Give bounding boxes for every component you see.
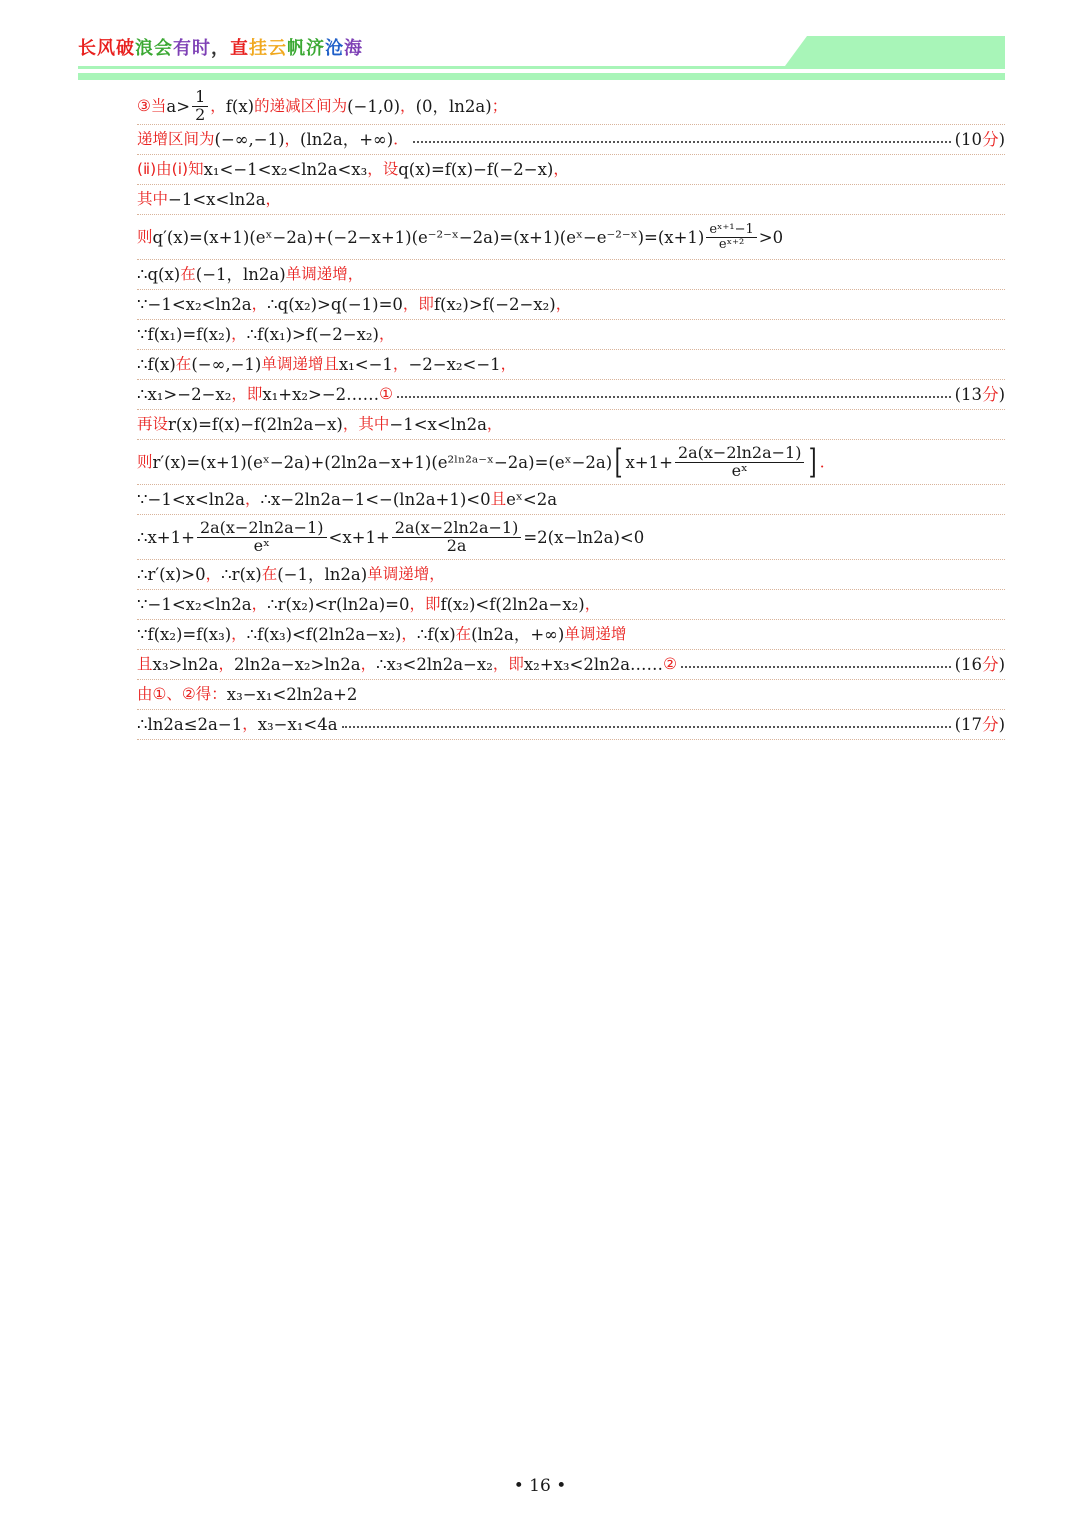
explanation-text: ． — [393, 130, 409, 148]
math-expression: x₁<−1<x₂<ln2a<x₃ — [203, 160, 368, 179]
math-expression: r′(x)=(x+1)(eˣ−2a)+(2ln2a−x+1)(e²ˡⁿ²ᵃ⁻ˣ−2a)=(eˣ−2a) — [152, 452, 613, 472]
math-expression: ∵f(x₁)=f(x₂) — [137, 325, 232, 344]
score-unit: 分 — [982, 655, 999, 674]
math-expression: >0 — [758, 227, 784, 247]
explanation-text: ， — [284, 130, 301, 148]
solution-line — [137, 320, 1005, 350]
motto-char: 时 — [192, 38, 211, 59]
score-close: ) — [998, 385, 1005, 404]
solution-line — [137, 290, 1005, 320]
solution-line — [137, 515, 1005, 560]
explanation-text: ， — [251, 595, 268, 613]
solution-line — [137, 380, 1005, 410]
explanation-text: ， — [486, 415, 503, 433]
motto-char: 长 — [78, 38, 97, 59]
header-rule-thick — [78, 73, 1005, 80]
solution-line — [137, 215, 1005, 260]
fraction — [192, 86, 208, 124]
solution-line — [137, 185, 1005, 215]
math-expression: x₁<−1 — [338, 355, 393, 374]
solution-line — [137, 590, 1005, 620]
motto-char: 直 — [230, 38, 249, 59]
explanation-text: ， — [251, 295, 268, 313]
large-bracket: [ — [614, 442, 623, 482]
math-expression: ∵−1<x₂<ln2a — [137, 295, 252, 314]
explanation-text: 且 — [490, 490, 507, 508]
score-close: ) — [998, 130, 1005, 149]
score-value: (17 — [954, 715, 983, 734]
motto-char: 挂 — [249, 38, 268, 59]
explanation-text: ， — [231, 625, 247, 643]
solution-line — [137, 155, 1005, 185]
score-value: (16 — [954, 655, 983, 674]
page-header — [0, 0, 1080, 90]
math-expression: eˣ<2a — [506, 490, 558, 509]
solution-line — [137, 440, 1005, 485]
math-expression: ∴f(x₁)>f(−2−x₂) — [246, 325, 379, 344]
explanation-text: ， — [245, 490, 261, 508]
fraction-denominator: eˣ⁺² — [718, 236, 745, 252]
math-expression: x₁+x₂>−2…… — [262, 385, 380, 404]
math-expression: ∴q(x) — [137, 265, 181, 284]
math-expression: (−1，ln2a) — [277, 565, 368, 584]
explanation-text: ，即 — [231, 385, 263, 403]
explanation-text: 且 — [137, 655, 153, 673]
score-unit: 分 — [982, 385, 999, 404]
solution-line — [137, 88, 1005, 125]
math-expression: (ln2a，+∞) — [471, 625, 565, 644]
explanation-text: 单调递增 — [564, 625, 627, 643]
solution-line — [137, 680, 1005, 710]
math-expression: (−1,0) — [347, 96, 401, 116]
explanation-text: ② — [663, 655, 677, 673]
header-rule-thin — [78, 66, 1005, 69]
explanation-text: 则 — [137, 227, 153, 246]
explanation-text: ； — [491, 96, 508, 115]
explanation-text: 在 — [261, 565, 278, 583]
explanation-text: ， — [400, 96, 416, 115]
header-motto — [78, 34, 363, 60]
explanation-text: ， — [553, 160, 569, 178]
explanation-text: 单调递增 — [367, 565, 430, 583]
math-expression: ∴x+1+ — [137, 527, 195, 547]
explanation-text: 在 — [455, 625, 472, 643]
dot-leader — [397, 396, 951, 398]
fraction-numerator: 2a(x−2ln2a−1) — [392, 520, 522, 538]
fraction-numerator: eˣ⁺¹−1 — [706, 223, 756, 238]
motto-char: 云 — [268, 38, 287, 59]
explanation-text: ， — [210, 96, 226, 115]
page-number: • 16 • — [513, 1476, 567, 1496]
motto-char: 济 — [306, 38, 325, 59]
explanation-text: ， — [242, 715, 258, 733]
math-expression: (−∞,−1) — [214, 130, 285, 149]
math-expression: f(x₂)>f(−2−x₂) — [433, 295, 556, 314]
explanation-text: 在 — [175, 355, 192, 373]
fraction-denominator: 2 — [195, 104, 206, 124]
math-expression: q(x)=f(x)−f(−2−x) — [398, 160, 554, 179]
explanation-text: ，即 — [492, 655, 524, 673]
explanation-text: ， — [392, 355, 409, 373]
dot-leader — [681, 666, 951, 668]
solution-line — [137, 125, 1005, 155]
motto-char: 沧 — [325, 38, 344, 59]
score-mark — [955, 125, 1005, 154]
solution-line — [137, 260, 1005, 290]
explanation-text: (ⅱ)由(ⅰ)知 — [137, 160, 204, 178]
explanation-text: 单调递增且 — [261, 355, 339, 373]
explanation-text: ， — [231, 325, 247, 343]
explanation-text: 的递减区间为 — [254, 96, 348, 115]
math-expression: (0，ln2a) — [415, 96, 492, 116]
math-expression: x₃−x₁<2ln2a+2 — [226, 685, 358, 704]
explanation-text: 由①、②得： — [137, 685, 227, 703]
score-mark — [955, 710, 1005, 739]
math-expression: r(x)=f(x)−f(2ln2a−x) — [168, 415, 343, 434]
math-expression: ∵−1<x<ln2a — [137, 490, 246, 509]
motto-char: ， — [211, 38, 230, 59]
math-expression: x₂+x₃<2ln2a…… — [523, 655, 664, 674]
explanation-text: 在 — [180, 265, 196, 283]
motto-char: 会 — [154, 38, 173, 59]
math-expression: x+1+ — [625, 452, 673, 472]
explanation-text: ， — [218, 655, 235, 673]
math-expression: (−∞,−1) — [191, 355, 262, 374]
math-expression: ∴r′(x)>0 — [137, 565, 206, 584]
math-expression: ∴f(x) — [416, 625, 456, 644]
explanation-text: ，即 — [402, 295, 434, 313]
math-expression: ∴q(x₂)>q(−1)=0 — [267, 295, 403, 314]
explanation-text: 则 — [137, 452, 153, 471]
explanation-text: ， — [360, 655, 377, 673]
fraction-numerator: 2a(x−2ln2a−1) — [675, 445, 805, 463]
math-expression: =2(x−ln2a)<0 — [523, 527, 645, 547]
score-mark — [955, 380, 1005, 409]
math-expression: ∴r(x) — [221, 565, 262, 584]
score-value: (10 — [954, 130, 983, 149]
explanation-text: ， — [401, 625, 417, 643]
explanation-text: ，设 — [367, 160, 399, 178]
explanation-text: 单调递增 — [285, 265, 348, 283]
math-expression: x₃−x₁<4a — [257, 715, 338, 734]
motto-char: 浪 — [135, 38, 154, 59]
explanation-text: ① — [379, 385, 394, 403]
math-expression: 2ln2a−x₂>ln2a — [234, 655, 361, 674]
math-expression: ∴r(x₂)<r(ln2a)=0 — [267, 595, 410, 614]
explanation-text: 递增区间为 — [137, 130, 215, 148]
explanation-text: ， — [584, 595, 601, 613]
explanation-text: ，即 — [409, 595, 441, 613]
math-expression: ∴ln2a≤2a−1 — [137, 715, 243, 734]
dot-leader — [413, 141, 951, 143]
explanation-text: 其中 — [137, 190, 169, 208]
math-expression: (ln2a，+∞) — [300, 130, 394, 149]
dot-leader — [342, 726, 951, 728]
explanation-text: ③当 — [137, 96, 167, 115]
math-expression: x₃>ln2a — [152, 655, 219, 674]
motto-char: 帆 — [287, 38, 306, 59]
fraction-denominator: eˣ — [731, 460, 748, 480]
motto-char: 有 — [173, 38, 192, 59]
explanation-text: ． — [819, 452, 836, 471]
score-close: ) — [998, 715, 1005, 734]
fraction — [706, 223, 756, 251]
motto-char: 风 — [97, 38, 116, 59]
explanation-text: ， — [347, 265, 364, 283]
explanation-text: ， — [500, 355, 517, 373]
math-expression: f(x₂)<f(2ln2a−x₂) — [440, 595, 585, 614]
motto-char: 破 — [116, 38, 135, 59]
math-expression: <x+1+ — [328, 527, 390, 547]
score-close: ) — [998, 655, 1005, 674]
explanation-text: ， — [265, 190, 282, 208]
solution-line — [137, 560, 1005, 590]
explanation-text: ， — [555, 295, 572, 313]
score-unit: 分 — [982, 715, 999, 734]
fraction-denominator: 2a — [446, 535, 467, 555]
math-expression: (−1，ln2a) — [195, 265, 286, 284]
solution-line — [137, 650, 1005, 680]
fraction — [392, 517, 522, 555]
fraction-numerator: 1 — [192, 89, 208, 107]
fraction — [197, 517, 327, 555]
math-expression: −2−x₂<−1 — [408, 355, 501, 374]
math-expression: −1<x<ln2a — [389, 415, 487, 434]
solution-line — [137, 620, 1005, 650]
math-expression: ∴f(x₃)<f(2ln2a−x₂) — [246, 625, 402, 644]
math-expression: ∴x₃<2ln2a−x₂ — [376, 655, 493, 674]
solution-line — [137, 485, 1005, 515]
fraction-denominator: eˣ — [253, 535, 270, 555]
math-expression: f(x) — [225, 96, 255, 116]
math-expression: a> — [166, 96, 191, 116]
motto-char: 海 — [344, 38, 363, 59]
explanation-text: 再设 — [137, 415, 169, 433]
score-value: (13 — [954, 385, 983, 404]
solution-line — [137, 410, 1005, 440]
solution-line — [137, 710, 1005, 740]
solution-line — [137, 350, 1005, 380]
score-unit: 分 — [982, 130, 999, 149]
math-expression: −1<x<ln2a — [168, 190, 266, 209]
large-bracket: ] — [809, 442, 818, 482]
explanation-text: ， — [378, 325, 395, 343]
explanation-text: ，其中 — [342, 415, 390, 433]
explanation-text: ， — [429, 565, 445, 583]
header-decoration-tab — [785, 36, 1005, 66]
solution-body — [137, 88, 1005, 740]
score-mark — [955, 650, 1005, 679]
math-expression: ∴x₁>−2−x₂ — [137, 385, 232, 404]
math-expression: q′(x)=(x+1)(eˣ−2a)+(−2−x+1)(e⁻²⁻ˣ−2a)=(x+1)(eˣ−e⁻²⁻ˣ)=(x+1) — [152, 227, 705, 247]
explanation-text: ， — [205, 565, 222, 583]
math-expression: ∵f(x₂)=f(x₃) — [137, 625, 232, 644]
math-expression: ∴x−2ln2a−1<−(ln2a+1)<0 — [260, 490, 491, 509]
math-expression: ∴f(x) — [137, 355, 176, 374]
fraction — [675, 442, 805, 480]
math-expression: ∵−1<x₂<ln2a — [137, 595, 252, 614]
fraction-numerator: 2a(x−2ln2a−1) — [197, 520, 327, 538]
